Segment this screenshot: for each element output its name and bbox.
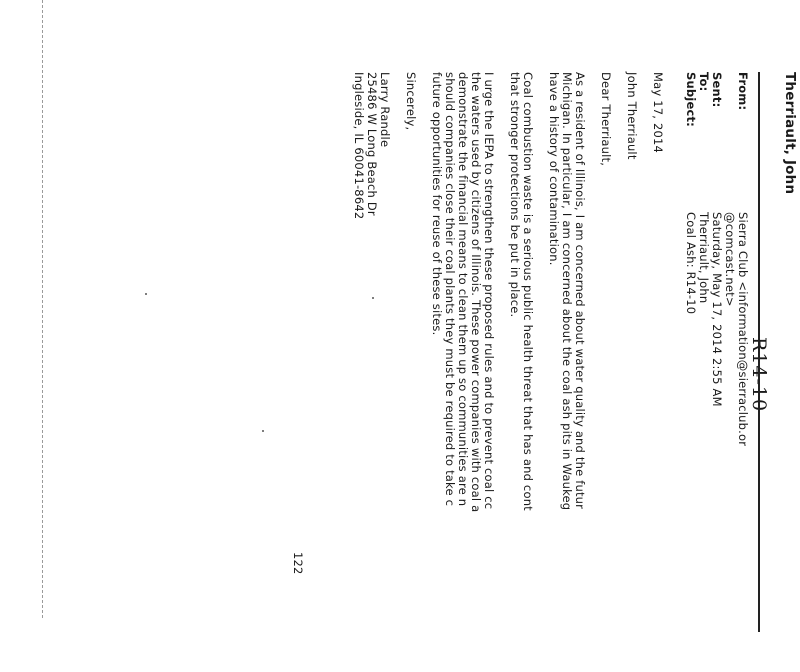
signature-block [352, 72, 391, 219]
scan-speck [145, 293, 147, 295]
header-row-to [697, 72, 710, 672]
header-row-from [736, 72, 749, 672]
header-value: Sierra Club <information@sierraclub.or [736, 212, 750, 447]
paragraph-line: that stronger protections be put in place. [508, 72, 522, 318]
header-value: Saturday, May 17, 2014 2:55 AM [710, 212, 724, 407]
signature-street: 25486 W Long Beach Dr [365, 72, 379, 216]
signature-city: Ingleside, IL 60041-8642 [352, 72, 366, 220]
addressee: John Therriault [625, 72, 639, 160]
paragraph-line: Michigan. In particular, I am concerned about the coal ash pits in Waukeg [560, 72, 574, 511]
paragraph-line: should companies close their coal plants they must be required to take c [443, 72, 457, 507]
paragraph-line: As a resident of Illinois, I am concerned about water quality and the futur [573, 72, 587, 510]
paragraph-line: future opportunities for reuse of these sites. [430, 72, 444, 336]
paragraph-line: have a history of contamination. [547, 72, 561, 266]
paragraph-3 [430, 72, 495, 512]
header-rule [758, 72, 760, 632]
salutation: Dear Therriault, [599, 72, 613, 167]
paragraph-line: the waters used by citizens of Illinois. These power companies with coal a [469, 72, 483, 513]
email-header [684, 72, 749, 672]
paragraph-line: I urge the IEPA to strengthen these proposed rules and to prevent coal cc [482, 72, 496, 510]
scan-edge [42, 0, 43, 618]
letter-date: May 17, 2014 [651, 72, 665, 154]
header-label: Sent: [710, 72, 724, 108]
header-row-from-continuation [723, 72, 736, 672]
docket-stamp: R14-10 [748, 337, 770, 413]
header-label: Subject: [684, 72, 698, 127]
paragraph-line: demonstrate the financial means to clean them up so communities are n [456, 72, 470, 507]
rotated-letter-page [240, 72, 800, 672]
header-value: @comcast.net> [723, 212, 737, 307]
closing: Sincerely, [404, 72, 418, 131]
signature-name: Larry Randle [378, 72, 392, 148]
header-value: Therriault, John [697, 212, 711, 304]
header-value: Coal Ash: R14-10 [684, 212, 698, 315]
recipient-name: Therriault, John [782, 72, 798, 195]
paragraph-2 [508, 72, 534, 511]
paragraph-line: Coal combustion waste is a serious public health threat that has and cont [521, 72, 535, 511]
page-number: 122 [291, 552, 305, 575]
header-label: From: [736, 72, 750, 111]
header-row-sent [710, 72, 723, 672]
header-label: To: [697, 72, 711, 92]
header-row-subject [684, 72, 697, 672]
paragraph-1 [547, 72, 586, 510]
